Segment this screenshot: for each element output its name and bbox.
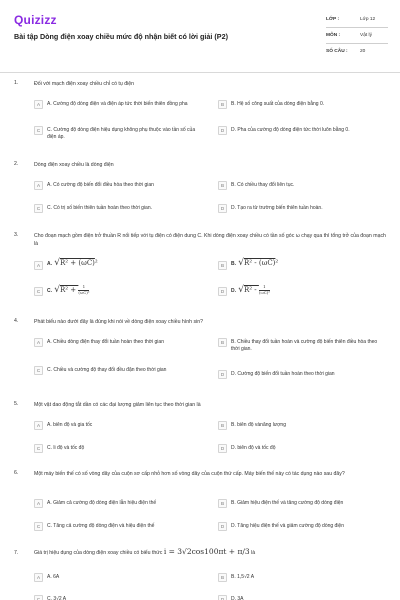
option-text: C. Chiều và cường độ thay đổi đều đặn theo thời gian — [47, 366, 167, 373]
option-text: B. 1,5√2 A — [231, 573, 255, 580]
option-text: D. Tăng hiệu điện thế và giảm cường độ dòng điện — [231, 522, 344, 529]
option-key: A — [34, 499, 43, 508]
option-text: B. Hệ số công suất của dòng điện bằng 0. — [231, 100, 325, 107]
option-key: B — [218, 338, 227, 347]
option-text: A. biên độ và gia tốc — [47, 421, 93, 428]
meta-row-count — [326, 44, 388, 60]
question-text: Giá trị hiệu dụng của dòng điện xoay chiều có biểu thức i = 3√2cos100πt + π/3 là — [34, 547, 256, 556]
question-number: 1. — [14, 80, 19, 86]
meta-label: MÔN : — [326, 33, 341, 38]
option-text: B. Có chiều thay đổi liên tục. — [231, 181, 295, 188]
option-key: D — [218, 444, 227, 453]
option-key: A — [34, 181, 43, 190]
question-number: 7. — [14, 550, 19, 556]
option-key: B — [218, 421, 227, 430]
question-text: Một máy biến thế có số vòng dây của cuộn sơ cấp nhỏ hơn số vòng dây của cuộn thứ cấp. Máy biến thế này có tác dụng nào sau đây? — [34, 471, 345, 477]
meta-value: Vật lý — [360, 33, 372, 38]
question-text: Một vật dao động tắt dần có các đại lượng giảm liên tục theo thời gian là — [34, 402, 201, 408]
option-text: A. Giảm cả cường độ dòng điện lẫn hiệu điện thế — [47, 499, 157, 506]
question-text: Cho đoạn mạch gồm điện trở thuần R nối tiếp với tụ điện có điện dung C. Khi dòng điện xoay chiều có tần số góc ω chạy qua thì tổng trở của đoạn mạch là — [34, 233, 386, 247]
option-key: B — [218, 181, 227, 190]
option-key: D — [218, 204, 227, 213]
option-text: D. Pha của cường độ dòng điện tức thời luôn bằng 0. — [231, 126, 350, 133]
option-text: D. biên độ và tốc độ — [231, 444, 276, 451]
option-key: C — [34, 366, 43, 375]
meta-row-class — [326, 12, 388, 28]
meta-row-subject — [326, 28, 388, 44]
option-text: D. Tạo ra từ trường biến thiên tuần hoàn. — [231, 204, 323, 211]
option-key: D — [218, 287, 227, 296]
option-text: A. 6A — [47, 573, 60, 580]
question-formula: i = 3√2cos100πt + π/3 — [163, 547, 250, 556]
option-key: D — [218, 126, 227, 135]
header-divider — [0, 72, 400, 73]
question-number: 3. — [14, 232, 19, 238]
option-key: A — [34, 421, 43, 430]
option-text: D. Cường độ biến đổi tuần hoàn theo thời gian — [231, 370, 335, 377]
option-text: C. Có trị số biến thiên tuần hoàn theo thời gian. — [47, 204, 153, 211]
option-key: D — [218, 595, 227, 600]
question-number: 6. — [14, 470, 19, 476]
option-text: C. 3√2 A — [47, 595, 67, 600]
option-key: A — [34, 100, 43, 109]
option-text: A. Có cường độ biến đổi điều hòa theo thời gian — [47, 181, 154, 188]
option-text: C. Tăng cả cường độ dòng điện và hiệu điện thế — [47, 522, 155, 529]
option-text: B. biên độ vànăng lượng — [231, 421, 286, 428]
question-text: Dòng điện xoay chiều là dòng điện — [34, 162, 114, 168]
option-key: B — [218, 573, 227, 582]
meta-value: 20 — [360, 49, 366, 54]
meta-value: Lớp 12 — [360, 17, 376, 22]
option-key: C — [34, 595, 43, 600]
option-text: C. Cường độ dòng điện hiệu dụng không phụ thuộc vào tần số của điện áp. — [47, 126, 196, 140]
formula-d: D. √R² - $\frac{1}{\text{(ωC)²}}$ — [231, 284, 270, 295]
option-key: B — [218, 261, 227, 270]
question-number: 4. — [14, 318, 19, 324]
meta-table — [326, 12, 388, 60]
option-key: C — [34, 204, 43, 213]
quizizz-logo: Quizizz — [14, 13, 57, 27]
worksheet-header — [12, 8, 388, 60]
formula-c: C. √R² + $\frac{1}{\text{(ωC)²}}$ — [47, 284, 90, 295]
option-text: B. Chiều thay đổi tuần hoàn và cường độ biến thiên điều hòa theo thời gian. — [231, 338, 378, 352]
formula-b: B. √R² - (ωC)² — [231, 258, 279, 268]
option-key: D — [218, 370, 227, 379]
question-text: Đối với mạch điện xoay chiều chỉ có tụ điện — [34, 81, 134, 87]
option-key: A — [34, 338, 43, 347]
option-text: C. li độ và tốc độ — [47, 444, 85, 451]
question-text: Phát biểu nào dưới đây là đúng khi nói về dòng điện xoay chiều hình sin? — [34, 319, 203, 325]
option-key: C — [34, 287, 43, 296]
option-text: B. Giảm hiệu điện thế và tăng cường độ dòng điện — [231, 499, 344, 506]
option-key: C — [34, 444, 43, 453]
meta-label: LỚP : — [326, 17, 340, 22]
option-key: B — [218, 499, 227, 508]
meta-label: SỐ CÂU : — [326, 49, 348, 54]
question-number: 2. — [14, 161, 19, 167]
option-key: C — [34, 522, 43, 531]
question-number: 5. — [14, 401, 19, 407]
formula-a: A. √R² + (ωC)² — [47, 258, 98, 268]
option-text: A. Chiều dòng điện thay đổi tuần hoàn theo thời gian — [47, 338, 164, 345]
page-title: Bài tập Dòng điện xoay chiều mức độ nhận biết có lời giải (P2) — [14, 32, 228, 41]
option-key: A — [34, 261, 43, 270]
option-key: D — [218, 522, 227, 531]
option-key: B — [218, 100, 227, 109]
option-key: A — [34, 573, 43, 582]
option-key: C — [34, 126, 43, 135]
option-text: D. 3A — [231, 595, 244, 600]
option-text: A. Cường độ dòng điện và điện áp tức thời biến thiên đồng pha — [47, 100, 188, 107]
